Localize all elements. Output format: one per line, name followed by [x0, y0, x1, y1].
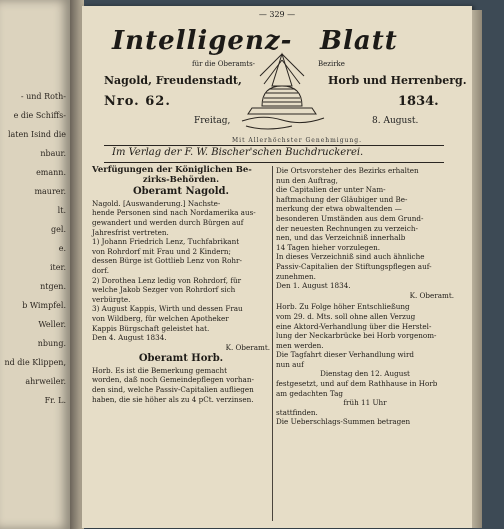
- right-column-line: Den 1. August 1834.: [276, 281, 351, 291]
- left-column-line: Verfügungen der Königlichen Be-: [92, 165, 252, 175]
- left-fragment-line: emann.: [36, 168, 66, 177]
- left-column-line: Kappis Bürgschaft geleistet hat.: [92, 323, 210, 333]
- right-column-line: am gedachten Tag: [276, 388, 343, 398]
- left-fragment-line: Weller.: [38, 320, 66, 329]
- left-fragment-line: maurer.: [34, 187, 66, 196]
- left-fragment-line: lt.: [57, 206, 66, 215]
- left-column-line: 2) Dorothea Lenz ledig von Rohrdorf, für: [92, 275, 242, 285]
- right-column-line: haftmachung der Gläubiger und Be-: [276, 194, 408, 204]
- left-column-line: dessen Bürge ist Gottlieb Lenz von Rohr-: [92, 256, 242, 266]
- left-fragment-line: Fr. L.: [44, 396, 66, 405]
- masthead-towns-left: Nagold, Freudenstadt,: [104, 74, 242, 87]
- left-column-line: zirks-Behörden.: [142, 174, 220, 185]
- left-fragment-line: nd die Klippen,: [4, 358, 66, 367]
- left-fragment-line: gel.: [51, 225, 66, 234]
- right-column-line: Passiv-Capitalien der Stiftungspflegen auf-: [276, 261, 432, 271]
- left-fragment-line: iter.: [50, 263, 66, 272]
- right-column-line: Die Ueberschlags-Summen betragen: [276, 417, 411, 427]
- left-fragment-line: - und Roth-: [20, 92, 66, 101]
- beehive-emblem-icon: [232, 46, 332, 136]
- right-column-line: lung der Neckarbrücke bei Horb vorgenom-: [276, 331, 437, 341]
- publisher-line: Im Verlag der F. W. Bischer'schen Buchdruckerei.: [112, 147, 364, 158]
- left-column-line: 1) Johann Friedrich Lenz, Tuchfabrikant: [92, 237, 240, 247]
- left-column-line: Oberamt Horb.: [138, 353, 224, 365]
- right-column-line: festgesetzt, und auf dem Rathhause in Horb: [276, 379, 438, 389]
- right-column-line: eine Aktord-Verhandlung über die Herstel-: [276, 321, 432, 331]
- left-column-line: Horb. Es ist die Bemerkung gemacht: [92, 365, 228, 375]
- left-fragment-line: b Wimpfel.: [22, 301, 66, 310]
- masthead-towns-right: Horb und Herrenberg.: [328, 74, 467, 87]
- right-column-line: 14 Tagen hieher vorzulegen.: [276, 242, 381, 252]
- issue-weekday: Freitag,: [194, 116, 231, 126]
- left-fragment-line: e.: [58, 244, 66, 253]
- right-column-line: früh 11 Uhr: [343, 398, 387, 408]
- right-column-line: Die Tagfahrt dieser Verhandlung wird: [276, 350, 415, 360]
- issue-year: 1834.: [398, 94, 439, 109]
- newspaper-page: [82, 6, 472, 528]
- right-column-line: nun den Auftrag,: [276, 175, 338, 185]
- right-column-line: Horb. Zu Folge höher Entschließung: [276, 302, 410, 312]
- right-column-line: vom 29. d. Mts. soll ohne allen Verzug: [276, 311, 416, 321]
- left-column-line: Oberamt Nagold.: [132, 186, 230, 198]
- privilege-line: Mit Allerhöchster Genehmigung.: [232, 137, 363, 144]
- left-column-line: von Rohrdorf mit Frau und 2 Kindern;: [92, 246, 231, 256]
- left-column-line: 3) August Kappis, Wirth und dessen Frau: [92, 304, 243, 314]
- right-column-line: stattfinden.: [276, 407, 318, 417]
- left-fragment-line: ahrweiler.: [25, 377, 66, 386]
- right-column-line: nun auf: [276, 359, 304, 369]
- left-column-line: worden, daß noch Gemeindepflegen vorhan-: [92, 375, 254, 385]
- masthead-title-left: Intelligenz-: [112, 26, 293, 56]
- issue-date: 8. August.: [372, 116, 419, 126]
- issue-number: Nro. 62.: [104, 94, 171, 109]
- column-divider: [272, 166, 273, 521]
- right-column-line: der neuesten Rechnungen zu verzeich-: [276, 223, 418, 233]
- left-fragment-line: e die Schiffs-: [13, 111, 66, 120]
- left-fragment-line: nbung.: [37, 339, 66, 348]
- left-column-line: verbürgte.: [92, 294, 131, 304]
- page-number: — 329 —: [258, 10, 296, 19]
- rule-bottom: [104, 162, 444, 163]
- right-column-line: besonderen Umständen aus dem Grund-: [276, 213, 424, 223]
- left-column-line: Den 4. August 1834.: [92, 333, 167, 343]
- left-column-line: Nagold. [Auswanderung.] Nachste-: [92, 198, 221, 208]
- masthead-subtitle-right: Bezirke: [318, 60, 345, 68]
- right-column-line: zunehmen.: [276, 271, 316, 281]
- left-column-line: K. Oberamt.: [225, 342, 270, 352]
- page-edge: [472, 10, 482, 528]
- left-column-line: hende Personen sind nach Nordamerika aus-: [92, 208, 256, 218]
- rule-top: [104, 145, 444, 146]
- right-column: [276, 166, 454, 427]
- left-column-line: gewandert und werden durch Bürgen auf: [92, 217, 244, 227]
- right-column-line: men werden.: [276, 340, 324, 350]
- right-column-line: K. Oberamt.: [409, 290, 454, 300]
- right-column-line: In dieses Verzeichniß sind auch ähnliche: [276, 252, 425, 262]
- right-column-line: merkung der etwa obwaltenden —: [276, 204, 402, 214]
- left-column-line: dorf.: [92, 265, 110, 275]
- left-column-line: Jahresfrist vertreten.: [92, 227, 169, 237]
- right-column-line: Die Ortsvorsteher des Bezirks erhalten: [276, 166, 419, 175]
- masthead-subtitle-left: für die Oberamts-: [192, 60, 256, 68]
- right-column-line: die Capitalien der unter Nam-: [276, 185, 386, 195]
- left-column: [92, 166, 270, 404]
- left-column-line: haben, die sie höher als zu 4 pCt. verzinsen.: [92, 394, 254, 404]
- left-column-line: den sind, welche Passiv-Capitalien aufliegen: [92, 385, 254, 395]
- left-fragment-line: ntgen.: [40, 282, 66, 291]
- right-column-line: nen, und das Verzeichniß innerhalb: [276, 233, 406, 243]
- masthead-title-right: Blatt: [320, 26, 398, 56]
- left-fragment-line: nbaur.: [40, 149, 66, 158]
- right-column-line: Dienstag den 12. August: [320, 369, 410, 379]
- left-column-line: von Wildberg, für welchen Apotheker: [92, 313, 229, 323]
- previous-page-fragment: [0, 0, 70, 529]
- left-fragment-line: laten Isind die: [7, 130, 66, 139]
- left-column-line: welche Jakob Sezger von Rohrdorf sich: [92, 285, 236, 295]
